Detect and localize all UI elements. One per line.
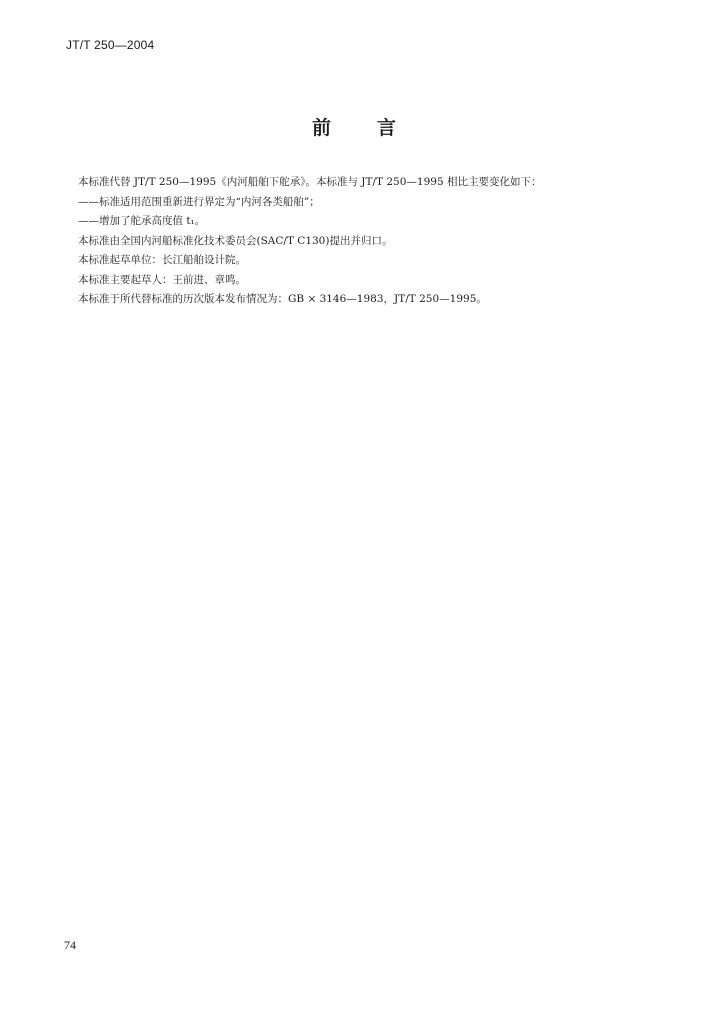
- document-code: JT/T 250—2004: [66, 38, 155, 52]
- title-char-2: 言: [377, 117, 397, 139]
- section-title: [0, 113, 708, 140]
- paragraph-change-height: ——增加了舵承高度值 t₁。: [78, 215, 206, 227]
- paragraph-replacement: 本标准代替 JT/T 250—1995《内河船舶下舵承》。本标准与 JT/T 250—1995 相比主要变化如下：: [78, 176, 542, 188]
- title-char-1: 前: [311, 117, 331, 139]
- paragraph-drafters: 本标准主要起草人：王前进、章鸣。: [78, 273, 246, 286]
- foreword-body: [78, 173, 658, 310]
- paragraph-proposer: 本标准由全国内河船标准化技术委员会(SAC/T C130)提出并归口。: [78, 234, 393, 247]
- paragraph-history: 本标准于所代替标准的历次版本发布情况为：GB × 3146—1983，JT/T 250—1995。: [78, 293, 487, 305]
- page-number: 74: [64, 938, 76, 952]
- paragraph-drafting-unit: 本标准起草单位：长江船舶设计院。: [78, 254, 246, 266]
- paragraph-change-scope: ——标准适用范围重新进行界定为“内河各类船舶”；: [78, 195, 320, 208]
